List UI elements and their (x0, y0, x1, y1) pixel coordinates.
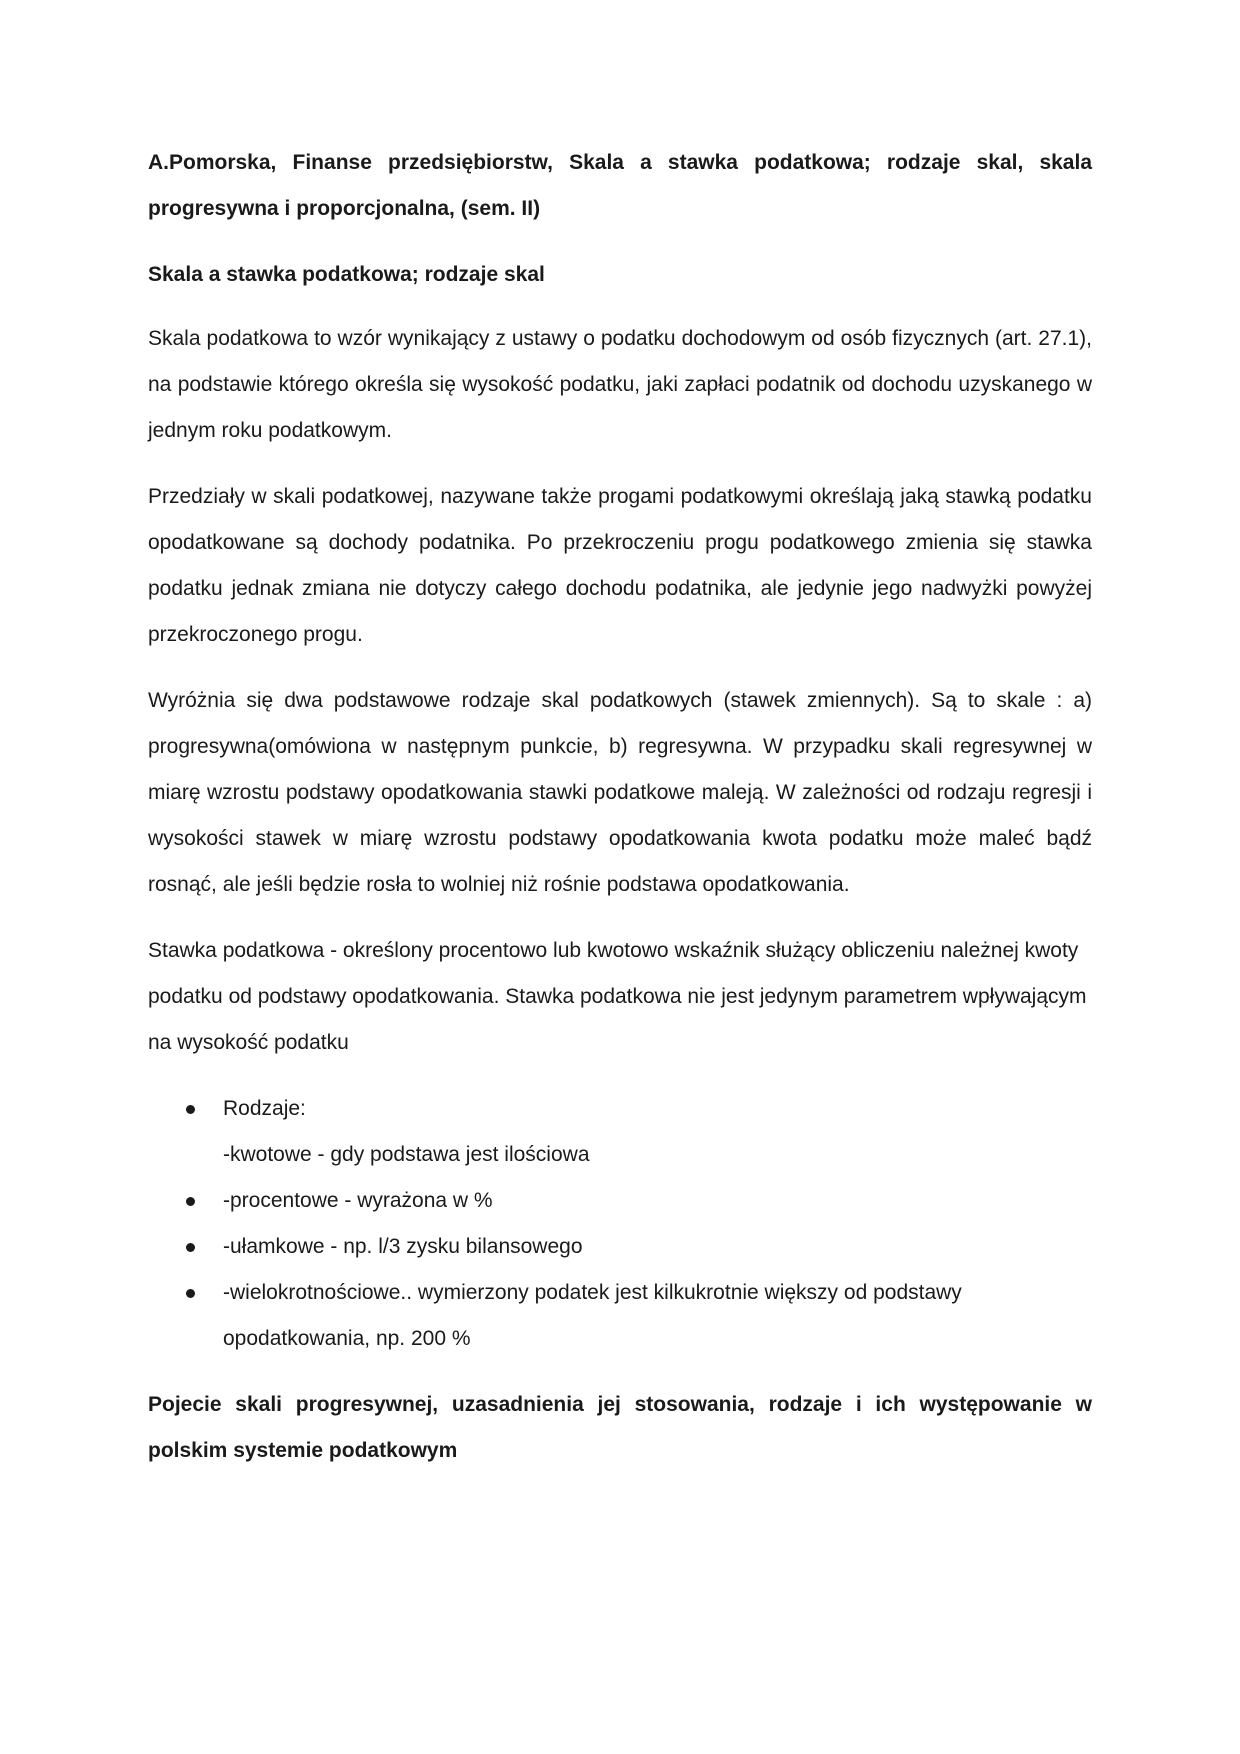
list-item-text: -wielokrotnościowe.. wymierzony podatek jest kilkukrotnie większy od podstawy (223, 1281, 962, 1304)
list-item-text: Rodzaje: (223, 1097, 306, 1120)
list-item (148, 1270, 1092, 1362)
list-item (148, 1086, 1092, 1178)
list-item (148, 1224, 1092, 1270)
paragraph-tax-rate-definition: Stawka podatkowa - określony procentowo lub kwotowo wskaźnik służący obliczeniu należnej kwoty podatku od podstawy opodatkowania. Stawka podatkowa nie jest jedynym parametrem wpływającym na wysokość podatku (148, 939, 1087, 1054)
document-page (148, 140, 1092, 1492)
rate-types-list (148, 1086, 1092, 1362)
bullet-icon (186, 1197, 195, 1206)
paragraph-scale-types: Wyróżnia się dwa podstawowe rodzaje skal podatkowych (stawek zmiennych). Są to skale : a) progresywna(omówiona w następnym punkcie, b) regresywna. W przypadku skali regresywnej w miarę wzrostu podstawy opodatkowania stawki podatkowe maleją. W zależności od rodzaju regresji i wysokości stawek w miarę wzrostu podstawy opodatkowania kwota podatku może maleć bądź rosnąć, ale jeśli będzie rosła to wolniej niż rośnie podstawa opodatkowania. (148, 689, 1092, 896)
paragraph-tax-scale-definition: Skala podatkowa to wzór wynikający z ustawy o podatku dochodowym od osób fizycznych (art. 27.1), na podstawie którego określa się wysokość podatku, jaki zapłaci podatnik od dochodu uzyskanego w jednym roku podatkowym. (148, 327, 1092, 442)
list-item-subtext: opodatkowania, np. 200 % (223, 1327, 471, 1350)
section-heading-progressive: Pojecie skali progresywnej, uzasadnienia jej stosowania, rodzaje i ich występowanie w polskim systemie podatkowym (148, 1393, 1092, 1462)
list-item-subtext: -kwotowe - gdy podstawa jest ilościowa (223, 1143, 590, 1166)
document-title: A.Pomorska, Finanse przedsiębiorstw, Skala a stawka podatkowa; rodzaje skal, skala progresywna i proporcjonalna, (sem. II) (148, 151, 1092, 220)
bullet-icon (186, 1243, 195, 1252)
list-item-text: -ułamkowe - np. l/3 zysku bilansowego (223, 1235, 583, 1258)
paragraph-tax-brackets: Przedziały w skali podatkowej, nazywane także progami podatkowymi określają jaką stawką podatku opodatkowane są dochody podatnika. Po przekroczeniu progu podatkowego zmienia się stawka podatku jednak zmiana nie dotyczy całego dochodu podatnika, ale jedynie jego nadwyżki powyżej przekroczonego progu. (148, 485, 1092, 646)
list-item (148, 1178, 1092, 1224)
section-heading-scales: Skala a stawka podatkowa; rodzaje skal (148, 263, 545, 286)
bullet-icon (186, 1105, 195, 1114)
list-item-text: -procentowe - wyrażona w % (223, 1189, 493, 1212)
bullet-icon (186, 1289, 195, 1298)
